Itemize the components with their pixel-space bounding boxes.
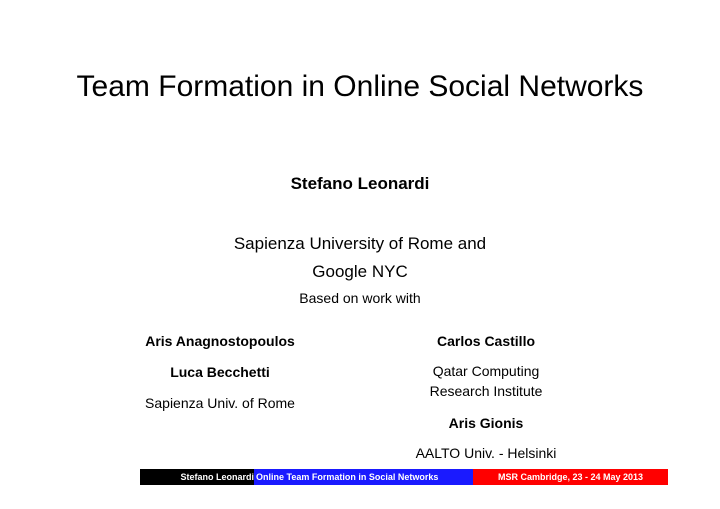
collaborator-name: Aris Gionis: [448, 415, 524, 431]
collaborator-affiliation: Qatar Computing: [432, 363, 540, 379]
collaborator-name: Luca Becchetti: [170, 364, 270, 380]
based-on-label: Based on work with: [299, 290, 421, 306]
collaborator-name: Carlos Castillo: [436, 333, 536, 349]
collaborator-affiliation: Research Institute: [429, 383, 543, 399]
footer-venue: MSR Cambridge, 23 - 24 May 2013: [473, 469, 668, 485]
footer-bar: [140, 469, 668, 485]
slide-title: Team Formation in Online Social Networks: [76, 70, 644, 103]
collaborator-affiliation: AALTO Univ. - Helsinki: [415, 445, 557, 461]
affiliation: [110, 230, 610, 286]
footer-title: Online Team Formation in Social Networks: [254, 469, 473, 485]
affiliation-line-2: Google NYC: [312, 262, 408, 281]
collaborator-name: Aris Anagnostopoulos: [145, 333, 295, 349]
footer-author: Stefano Leonardi: [140, 469, 254, 485]
collaborator-affiliation: Sapienza Univ. of Rome: [145, 395, 295, 411]
slide-author: Stefano Leonardi: [290, 174, 430, 193]
affiliation-line-1: Sapienza University of Rome and: [233, 234, 487, 253]
